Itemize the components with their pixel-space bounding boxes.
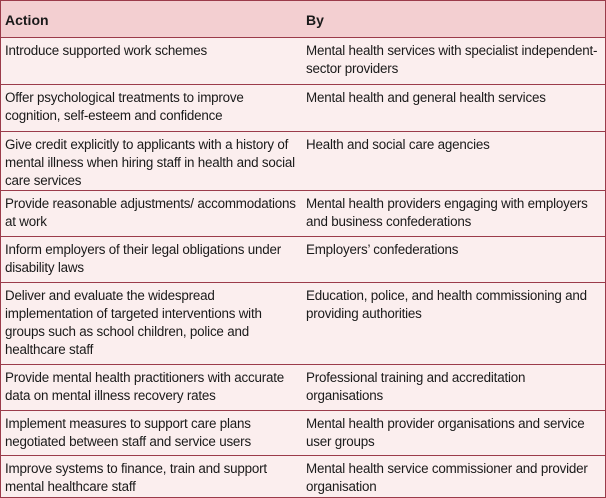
action-cell: Provide mental health practitioners with accurate data on mental illness recovery rates (5, 370, 284, 403)
by-cell: Mental health services with specialist independent-sector providers (306, 43, 598, 76)
action-cell: Inform employers of their legal obligations under disability laws (5, 242, 282, 275)
action-cell: Provide reasonable adjustments/ accommodations at work (5, 196, 296, 229)
action-cell: Introduce supported work schemes (5, 43, 208, 58)
action-cell: Offer psychological treatments to improve cognition, self-esteem and confidence (5, 90, 244, 123)
action-cell: Improve systems to finance, train and support mental healthcare staff (5, 461, 267, 494)
table-row (1, 132, 605, 191)
table-header (1, 1, 605, 38)
by-cell: Employers’ confederations (306, 242, 459, 257)
table-row (1, 365, 605, 411)
by-cell: Mental health service commissioner and provider organisation (306, 461, 588, 494)
by-cell: Mental health provider organisations and service user groups (306, 416, 585, 449)
by-cell: Professional training and accreditation organisations (306, 370, 526, 403)
action-cell: Deliver and evaluate the widespread implementation of targeted interventions with groups such as school children, police and healthcare staff (5, 288, 262, 357)
table-row (1, 411, 605, 456)
by-cell: Mental health and general health services (306, 90, 546, 105)
table-row (1, 85, 605, 132)
header-by: By (306, 12, 324, 28)
table-row (1, 237, 605, 283)
by-cell: Education, police, and health commissioning and providing authorities (306, 288, 587, 321)
table-row (1, 38, 605, 85)
table-row (1, 456, 605, 497)
by-cell: Health and social care agencies (306, 137, 490, 152)
table-row (1, 191, 605, 237)
action-cell: Give credit explicitly to applicants with a history of mental illness when hiring staff in health and social care services (5, 137, 295, 188)
action-cell: Implement measures to support care plans negotiated between staff and service users (5, 416, 251, 449)
table-row (1, 283, 605, 365)
by-cell: Mental health providers engaging with employers and business confederations (306, 196, 588, 229)
header-action: Action (5, 12, 49, 28)
